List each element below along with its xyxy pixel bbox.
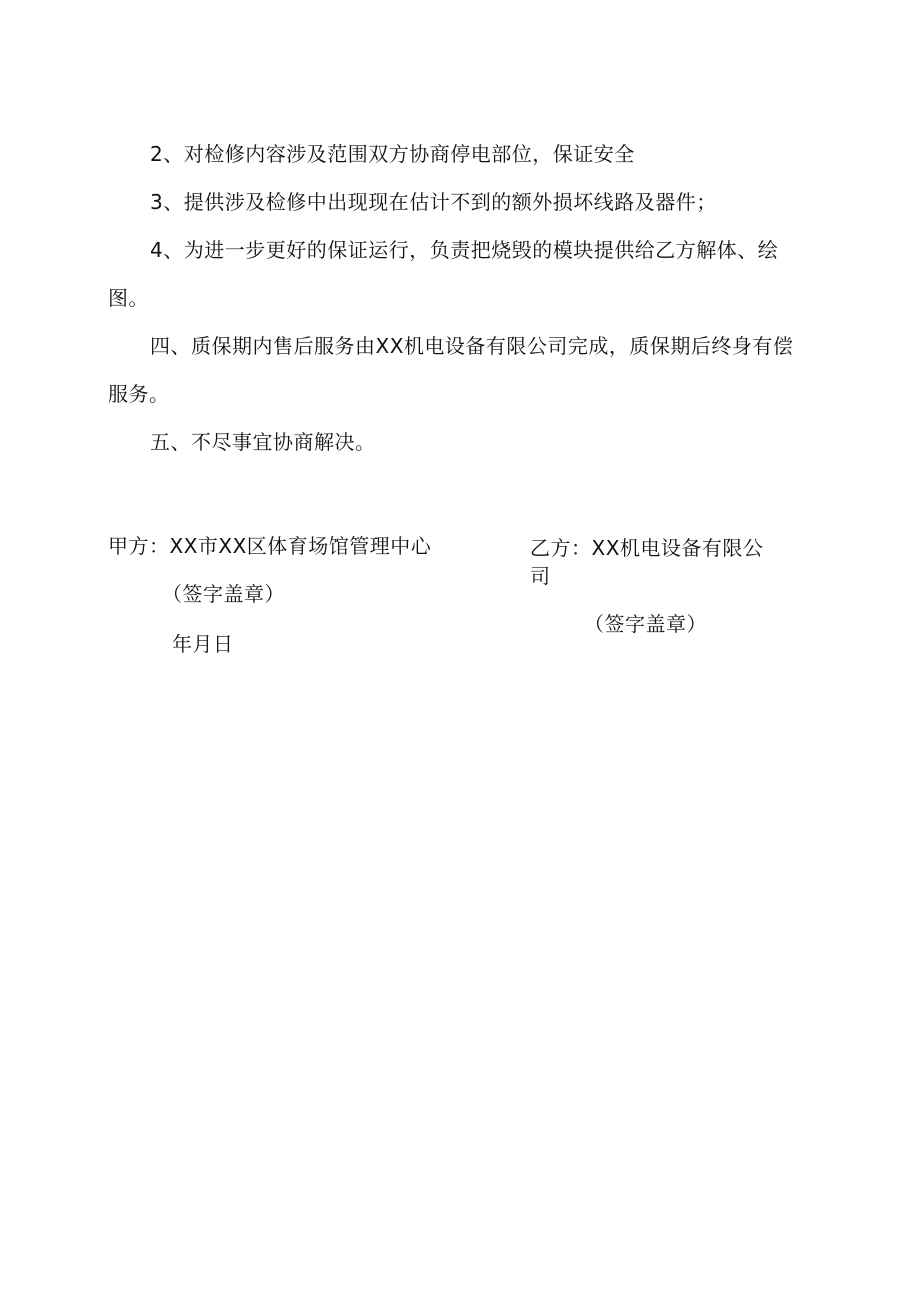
- party-b-seal: （签字盖章）: [584, 612, 707, 636]
- clause-item-4: 4、为进一步更好的保证运行，负责把烧毁的模块提供给乙方解体、绘图。: [108, 238, 779, 310]
- party-a-name: 甲方：XX市XX区体育场馆管理中心: [108, 534, 432, 558]
- clause-section-5: 五、不尽事宜协商解决。: [150, 430, 376, 454]
- party-a-seal: （签字盖章）: [162, 582, 285, 606]
- clause-section-4: 四、质保期内售后服务由XX机电设备有限公司完成，质保期后终身有偿服务。: [108, 334, 794, 406]
- party-a-date: 年月日: [172, 632, 234, 656]
- clause-item-2: 2、对检修内容涉及范围双方协商停电部位，保证安全: [150, 142, 635, 166]
- clause-item-3: 3、提供涉及检修中出现现在估计不到的额外损坏线路及器件；: [150, 190, 717, 214]
- party-b-name: 乙方：XX机电设备有限公司: [530, 536, 764, 588]
